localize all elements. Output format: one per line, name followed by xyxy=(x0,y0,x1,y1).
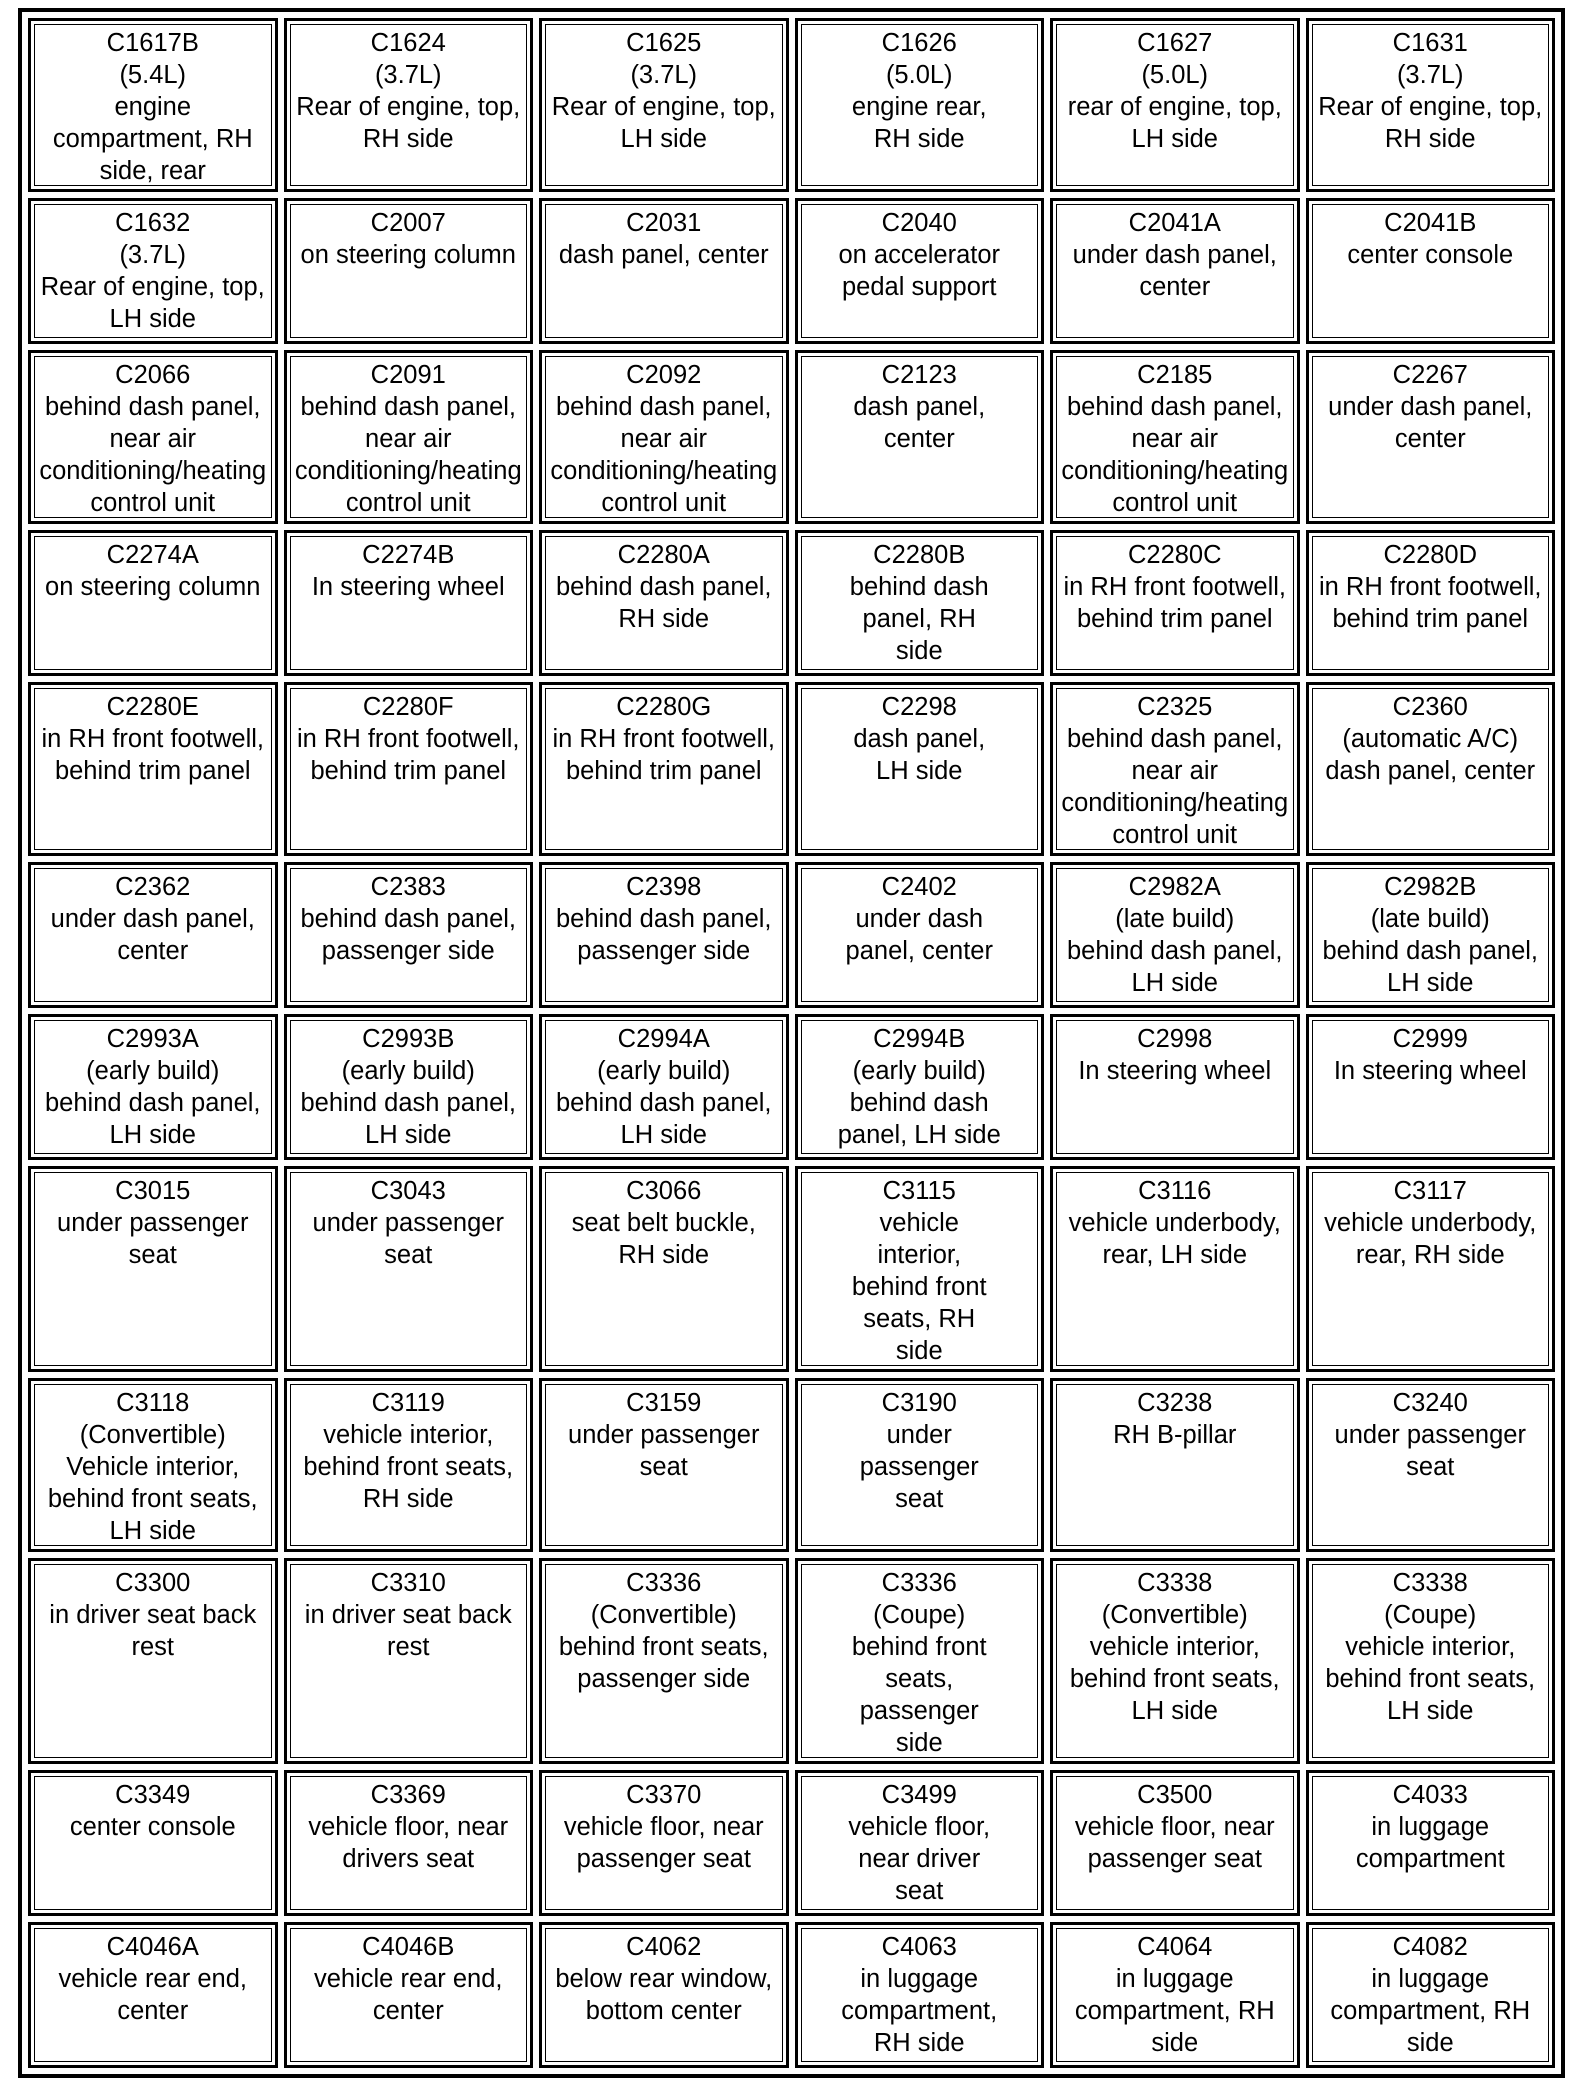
connector-code: C3310 xyxy=(370,1569,446,1597)
connector-cell xyxy=(1050,530,1300,676)
connector-code: C2402 xyxy=(881,873,957,901)
connector-cell xyxy=(539,1922,789,2068)
connector-cell xyxy=(1050,18,1300,192)
connector-code: C2280D xyxy=(1383,541,1478,569)
connector-cell xyxy=(1050,198,1300,344)
connector-location: (Convertible) behind front seats, passenger side xyxy=(558,1601,769,1693)
connector-code: C3159 xyxy=(626,1389,702,1417)
connector-code: C3043 xyxy=(370,1177,446,1205)
connector-location: (3.7L) Rear of engine, top, LH side xyxy=(40,241,265,333)
connector-code: C3119 xyxy=(371,1389,445,1417)
connector-code: C2066 xyxy=(115,361,191,389)
connector-cell xyxy=(539,198,789,344)
connector-cell xyxy=(1306,350,1556,524)
connector-code: C3118 xyxy=(116,1389,190,1417)
connector-code: C2280F xyxy=(362,693,454,721)
table-row xyxy=(28,862,1555,1008)
connector-code: C2298 xyxy=(881,693,957,721)
table-row xyxy=(28,1558,1555,1764)
connector-cell xyxy=(1050,1014,1300,1160)
connector-location: (late build) behind dash panel, LH side xyxy=(1322,905,1539,997)
connector-code: C2123 xyxy=(881,361,957,389)
connector-location: vehicle interior, behind front seats, RH side xyxy=(303,1421,514,1513)
connector-location: under passenger seat xyxy=(859,1421,979,1513)
connector-location: in luggage compartment, RH side xyxy=(1074,1965,1275,2057)
connector-code: C4063 xyxy=(881,1933,957,1961)
connector-cell xyxy=(284,1922,534,2068)
connector-location: (5.0L) engine rear, RH side xyxy=(851,61,987,153)
connector-code: C1626 xyxy=(881,29,957,57)
connector-code: C1625 xyxy=(626,29,702,57)
table-row xyxy=(28,682,1555,856)
connector-location: (Convertible) Vehicle interior, behind front seats, LH side xyxy=(47,1421,258,1545)
connector-cell xyxy=(795,1558,1045,1764)
connector-cell xyxy=(1306,682,1556,856)
connector-cell xyxy=(795,18,1045,192)
connector-code: C3300 xyxy=(115,1569,191,1597)
connector-code: C3238 xyxy=(1137,1389,1213,1417)
connector-cell xyxy=(795,350,1045,524)
connector-code: C2274B xyxy=(362,541,455,569)
connector-location: vehicle interior, behind front seats, RH side xyxy=(851,1209,987,1365)
connector-code: C3349 xyxy=(115,1781,191,1809)
connector-location: vehicle underbody, rear, LH side xyxy=(1068,1209,1281,1269)
connector-code: C1617B xyxy=(106,29,199,57)
connector-code: C3190 xyxy=(881,1389,957,1417)
connector-location: under passenger seat xyxy=(312,1209,504,1269)
connector-location: dash panel, center xyxy=(558,241,769,269)
connector-location: in RH front footwell, behind trim panel xyxy=(552,725,775,785)
connector-cell xyxy=(1306,1922,1556,2068)
connector-code: C3338 xyxy=(1137,1569,1213,1597)
connector-cell xyxy=(539,530,789,676)
connector-location: (Coupe) vehicle interior, behind front seats, LH side xyxy=(1325,1601,1536,1725)
connector-code: C2998 xyxy=(1137,1025,1213,1053)
connector-code: C4033 xyxy=(1392,1781,1468,1809)
connector-cell xyxy=(1050,350,1300,524)
connector-location: seat belt buckle, RH side xyxy=(571,1209,756,1269)
connector-cell xyxy=(1306,1378,1556,1552)
connector-cell xyxy=(539,350,789,524)
connector-code: C2280C xyxy=(1127,541,1222,569)
connector-location: (5.0L) rear of engine, top, LH side xyxy=(1067,61,1282,153)
connector-cell xyxy=(284,682,534,856)
connector-location: (late build) behind dash panel, LH side xyxy=(1066,905,1283,997)
connector-location: under dash panel, center xyxy=(845,905,993,965)
connector-code: C2041A xyxy=(1128,209,1221,237)
connector-cell xyxy=(284,530,534,676)
connector-cell xyxy=(1050,1922,1300,2068)
connector-location: in driver seat back rest xyxy=(304,1601,512,1661)
connector-cell xyxy=(1306,530,1556,676)
connector-code: C4064 xyxy=(1137,1933,1213,1961)
table-row xyxy=(28,198,1555,344)
connector-code: C4062 xyxy=(626,1933,702,1961)
connector-location: on steering column xyxy=(45,573,261,601)
connector-location: vehicle rear end, center xyxy=(313,1965,503,2025)
table-row xyxy=(28,18,1555,192)
connector-cell xyxy=(795,1378,1045,1552)
connector-location: (early build) behind dash panel, LH side xyxy=(44,1057,261,1149)
connector-code: C3500 xyxy=(1137,1781,1213,1809)
connector-location: dash panel, center xyxy=(853,393,986,453)
connector-code: C2383 xyxy=(370,873,446,901)
connector-code: C2280A xyxy=(617,541,710,569)
connector-location: behind dash panel, near air conditioning/heating control unit xyxy=(39,393,267,517)
connector-location: vehicle rear end, center xyxy=(58,1965,248,2025)
connector-location: in RH front footwell, behind trim panel xyxy=(296,725,520,785)
connector-location: under dash panel, center xyxy=(1072,241,1277,301)
connector-location: (early build) behind dash panel, LH side xyxy=(555,1057,772,1149)
connector-location: in RH front footwell, behind trim panel xyxy=(1063,573,1286,633)
connector-code: C2982B xyxy=(1384,873,1477,901)
table-row xyxy=(28,530,1555,676)
connector-code: C2994B xyxy=(873,1025,966,1053)
connector-location: in RH front footwell, behind trim panel xyxy=(1318,573,1542,633)
connector-cell xyxy=(284,1558,534,1764)
connector-cell xyxy=(1306,1166,1556,1372)
connector-code: C3336 xyxy=(881,1569,957,1597)
connector-code: C1627 xyxy=(1137,29,1213,57)
connector-location-table xyxy=(18,8,1565,2078)
connector-cell xyxy=(28,530,278,676)
connector-cell xyxy=(539,682,789,856)
connector-location: behind dash panel, passenger side xyxy=(555,905,772,965)
connector-cell xyxy=(795,1922,1045,2068)
connector-code: C3066 xyxy=(626,1177,702,1205)
connector-location: behind dash panel, near air conditioning/heating control unit xyxy=(550,393,778,517)
connector-cell xyxy=(28,1770,278,1916)
connector-code: C3117 xyxy=(1393,1177,1467,1205)
connector-location: behind dash panel, passenger side xyxy=(300,905,517,965)
connector-location: RH B-pillar xyxy=(1113,1421,1237,1449)
connector-code: C2280E xyxy=(106,693,199,721)
connector-code: C3370 xyxy=(626,1781,702,1809)
connector-location: below rear window, bottom center xyxy=(555,1965,773,2025)
connector-location: (3.7L) Rear of engine, top, LH side xyxy=(551,61,776,153)
connector-code: C3115 xyxy=(882,1177,956,1205)
connector-location: under dash panel, center xyxy=(1328,393,1533,453)
table-row xyxy=(28,350,1555,524)
connector-location: on accelerator pedal support xyxy=(838,241,1001,301)
connector-location: vehicle floor, near driver seat xyxy=(848,1813,991,1905)
table-row xyxy=(28,1922,1555,2068)
connector-code: C2031 xyxy=(626,209,702,237)
connector-location: vehicle floor, near drivers seat xyxy=(308,1813,509,1873)
connector-code: C2993B xyxy=(362,1025,455,1053)
connector-location: under passenger seat xyxy=(1334,1421,1526,1481)
connector-code: C3116 xyxy=(1138,1177,1212,1205)
connector-cell xyxy=(28,1014,278,1160)
connector-cell xyxy=(795,862,1045,1008)
connector-location: behind dash panel, near air conditioning/heating control unit xyxy=(1061,725,1289,849)
connector-cell xyxy=(1306,862,1556,1008)
connector-code: C1632 xyxy=(115,209,191,237)
connector-cell xyxy=(1050,1558,1300,1764)
connector-code: C2091 xyxy=(370,361,446,389)
connector-location: on steering column xyxy=(300,241,516,269)
connector-code: C3369 xyxy=(370,1781,446,1809)
connector-code: C2041B xyxy=(1384,209,1477,237)
connector-location: vehicle floor, near passenger seat xyxy=(563,1813,764,1873)
connector-cell xyxy=(1050,1770,1300,1916)
connector-code: C3338 xyxy=(1392,1569,1468,1597)
connector-location: vehicle floor, near passenger seat xyxy=(1074,1813,1275,1873)
connector-code: C2185 xyxy=(1137,361,1213,389)
connector-cell xyxy=(28,350,278,524)
connector-location: behind dash panel, RH side xyxy=(849,573,989,665)
connector-cell xyxy=(1050,1378,1300,1552)
connector-code: C2360 xyxy=(1392,693,1468,721)
connector-cell xyxy=(28,1922,278,2068)
connector-cell xyxy=(539,1378,789,1552)
connector-cell xyxy=(284,18,534,192)
connector-code: C2280G xyxy=(616,693,712,721)
connector-cell xyxy=(284,1014,534,1160)
connector-location: In steering wheel xyxy=(1333,1057,1527,1085)
connector-location: (Convertible) vehicle interior, behind front seats, LH side xyxy=(1069,1601,1280,1725)
connector-code: C4046B xyxy=(362,1933,455,1961)
connector-location: in luggage compartment, RH side xyxy=(841,1965,998,2057)
connector-cell xyxy=(539,862,789,1008)
connector-location: in luggage compartment xyxy=(1355,1813,1505,1873)
connector-cell xyxy=(795,530,1045,676)
connector-location: dash panel, LH side xyxy=(853,725,986,785)
connector-code: C2325 xyxy=(1137,693,1213,721)
connector-cell xyxy=(28,18,278,192)
connector-cell xyxy=(28,862,278,1008)
connector-cell xyxy=(1306,198,1556,344)
connector-cell xyxy=(28,682,278,856)
connector-code: C4046A xyxy=(106,1933,199,1961)
connector-cell xyxy=(284,1770,534,1916)
connector-cell xyxy=(28,198,278,344)
connector-cell xyxy=(795,1014,1045,1160)
connector-code: C2993A xyxy=(106,1025,199,1053)
connector-cell xyxy=(1050,682,1300,856)
connector-cell xyxy=(1050,862,1300,1008)
connector-cell xyxy=(1050,1166,1300,1372)
connector-location: (Coupe) behind front seats, passenger side xyxy=(851,1601,987,1757)
connector-code: C2999 xyxy=(1392,1025,1468,1053)
connector-location: center console xyxy=(1347,241,1514,269)
connector-cell xyxy=(1306,1014,1556,1160)
connector-code: C2982A xyxy=(1128,873,1221,901)
connector-cell xyxy=(1306,1558,1556,1764)
connector-code: C2007 xyxy=(370,209,446,237)
connector-cell xyxy=(539,1014,789,1160)
connector-location: behind dash panel, near air conditioning/heating control unit xyxy=(294,393,522,517)
connector-code: C2280B xyxy=(873,541,966,569)
connector-cell xyxy=(284,198,534,344)
connector-cell xyxy=(1306,1770,1556,1916)
connector-location: in luggage compartment, RH side xyxy=(1330,1965,1531,2057)
connector-location: behind dash panel, near air conditioning/heating control unit xyxy=(1061,393,1289,517)
connector-location: vehicle underbody, rear, RH side xyxy=(1324,1209,1537,1269)
connector-location: in driver seat back rest xyxy=(49,1601,257,1661)
connector-code: C3240 xyxy=(1392,1389,1468,1417)
connector-cell xyxy=(284,1166,534,1372)
connector-cell xyxy=(539,1770,789,1916)
connector-code: C2040 xyxy=(881,209,957,237)
connector-code: C3015 xyxy=(115,1177,191,1205)
connector-location: (3.7L) Rear of engine, top, RH side xyxy=(296,61,521,153)
connector-code: C1631 xyxy=(1392,29,1468,57)
table-row xyxy=(28,1770,1555,1916)
connector-cell xyxy=(795,198,1045,344)
connector-location: center console xyxy=(69,1813,236,1841)
connector-cell xyxy=(1306,18,1556,192)
connector-code: C2274A xyxy=(106,541,199,569)
connector-location: In steering wheel xyxy=(311,573,505,601)
connector-location: under dash panel, center xyxy=(50,905,255,965)
connector-cell xyxy=(539,1166,789,1372)
table-row xyxy=(28,1378,1555,1552)
connector-cell xyxy=(795,1166,1045,1372)
connector-code: C2994A xyxy=(617,1025,710,1053)
table-row xyxy=(28,1166,1555,1372)
connector-location: (automatic A/C) dash panel, center xyxy=(1325,725,1536,785)
connector-code: C2267 xyxy=(1392,361,1468,389)
connector-cell xyxy=(795,1770,1045,1916)
connector-cell xyxy=(28,1166,278,1372)
connector-code: C1624 xyxy=(370,29,446,57)
connector-location: behind dash panel, RH side xyxy=(555,573,772,633)
connector-cell xyxy=(284,862,534,1008)
connector-location: under passenger seat xyxy=(568,1421,760,1481)
connector-code: C3336 xyxy=(626,1569,702,1597)
connector-cell xyxy=(284,350,534,524)
connector-location: (5.4L) engine compartment, RH side, rear xyxy=(52,61,253,185)
connector-location: (early build) behind dash panel, LH side xyxy=(300,1057,517,1149)
connector-cell xyxy=(28,1378,278,1552)
connector-code: C2362 xyxy=(115,873,191,901)
connector-location: (3.7L) Rear of engine, top, RH side xyxy=(1318,61,1543,153)
connector-code: C2398 xyxy=(626,873,702,901)
connector-location: in RH front footwell, behind trim panel xyxy=(41,725,264,785)
connector-code: C3499 xyxy=(881,1781,957,1809)
connector-cell xyxy=(284,1378,534,1552)
connector-cell xyxy=(795,682,1045,856)
connector-location: under passenger seat xyxy=(57,1209,249,1269)
connector-cell xyxy=(28,1558,278,1764)
connector-cell xyxy=(539,1558,789,1764)
connector-code: C2092 xyxy=(626,361,702,389)
connector-location: In steering wheel xyxy=(1078,1057,1272,1085)
connector-cell xyxy=(539,18,789,192)
table-row xyxy=(28,1014,1555,1160)
connector-code: C4082 xyxy=(1392,1933,1468,1961)
table-body xyxy=(28,18,1555,2068)
connector-location: (early build) behind dash panel, LH side xyxy=(837,1057,1001,1149)
